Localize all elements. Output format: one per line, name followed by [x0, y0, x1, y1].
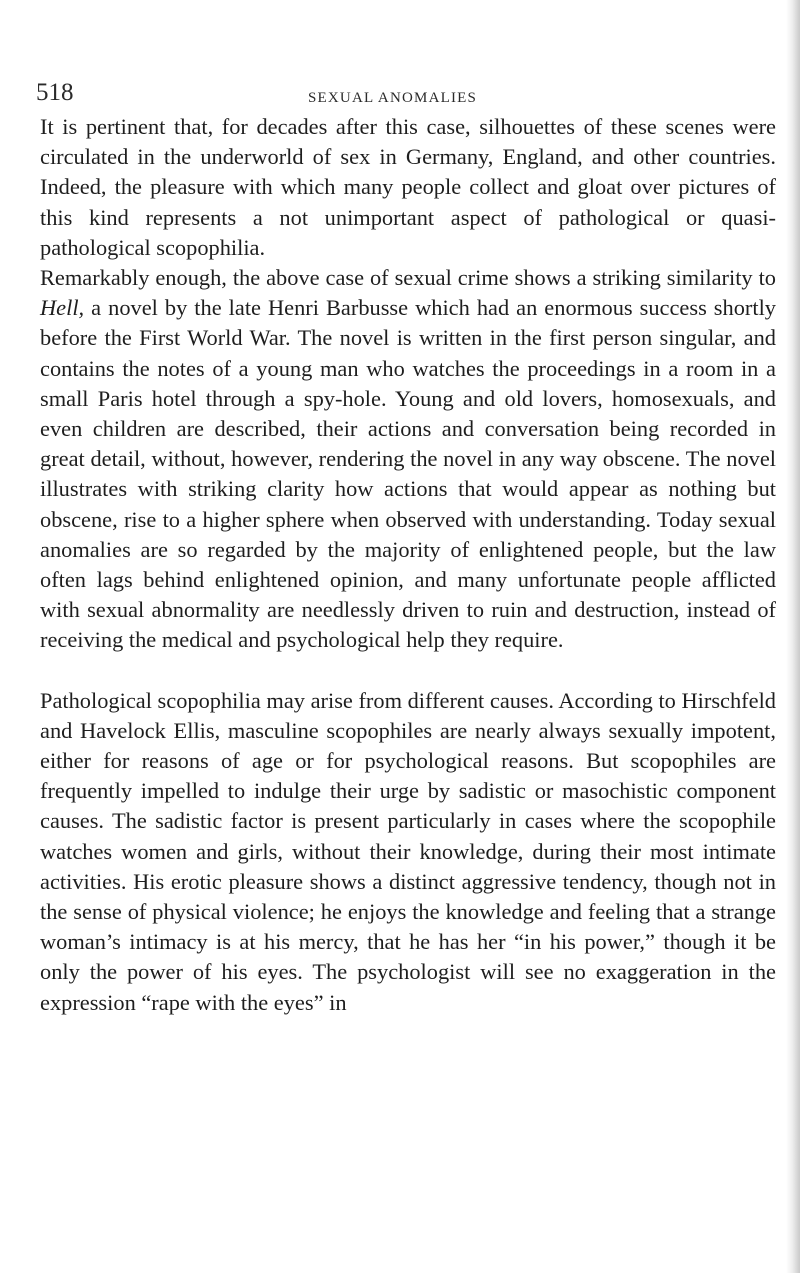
paragraph-2-text-end: a novel by the late Henri Barbusse which had an enormous success shortly before the First World War. The novel is written in the first person singular, and contains the notes of a young man who watches the proceedings in a room in a small Paris hotel through a spy-hole. Young and old lovers, homosexuals, and even children are described, their actions and conversation being recorded in great detail, without, however, rendering the novel in any way obscene. The novel illustrates with striking clarity how actions that would appear as nothing but obscene, rise to a higher sphere when observed with understanding. Today sexual anomalies are so regarded by the majority of enlightened people, but the law often lags behind enlightened opinion, and many unfortunate people afflicted with sexual abnormality are needlessly driven to ruin and destruction, instead of receiving the medical and psychological help they require.: [40, 295, 776, 653]
paragraph-3-text: Pathological scopophilia may arise from different causes. According to Hirschfeld and Havelock Ellis, masculine scopophiles are nearly always sexually impotent, either for reasons of age or for psychological reasons. But scopophiles are frequently impelled to indulge their urge by sadistic or masochistic component causes. The sadistic factor is present particularly in cases where the scopophile watches women and girls, without their knowledge, during their most intimate activities. His erotic pleasure shows a distinct aggressive tendency, though not in the sense of physical violence; he enjoys the knowledge and feeling that a strange woman’s intimacy is at his mercy, that he has her “in his power,” though it be only the power of his eyes. The psychologist will see no exaggeration in the expression “rape with the eyes” in: [40, 687, 776, 1015]
body-text: [40, 112, 776, 1018]
paragraph-2: [40, 263, 776, 656]
page-number: 518: [36, 79, 74, 106]
page-edge-shadow: [786, 0, 800, 1273]
paragraph-1: [40, 112, 776, 263]
paragraph-2-text-start: Remarkably enough, the above case of sexual crime shows a striking similarity to: [40, 265, 776, 291]
paragraph-1-text: It is pertinent that, for decades after this case, silhouettes of these scenes were circulated in the underworld of sex in Germany, England, and other countries. Indeed, the pleasure with which many people collect and gloat over pictures of this kind represents a not unimportant aspect of pathological or quasi-pathological scopophilia.: [40, 114, 776, 260]
paragraph-3: [40, 686, 776, 1018]
novel-title-hell: Hell,: [40, 295, 85, 321]
running-head: SEXUAL ANOMALIES: [308, 90, 478, 106]
